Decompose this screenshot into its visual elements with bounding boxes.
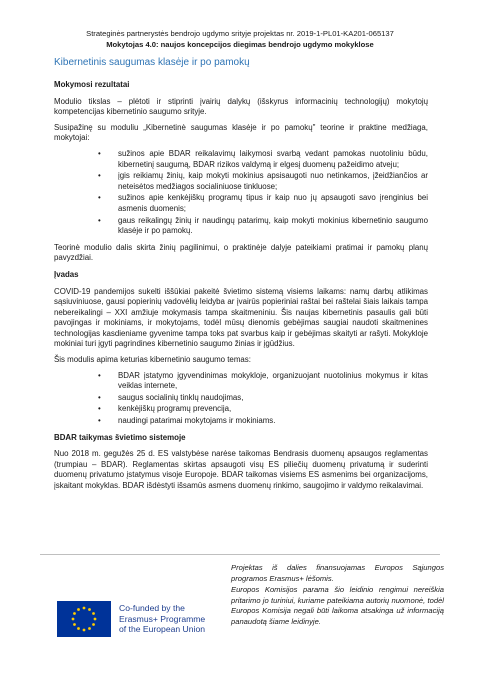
- flag-star: [73, 612, 76, 615]
- eu-text-line-3: of the European Union: [119, 624, 206, 635]
- flag-star: [72, 618, 75, 621]
- flag-star: [94, 618, 97, 621]
- header-project-line: Strateginės partnerystės bendrojo ugdymo srityje projektas nr. 2019-1-PL01-KA201-065137: [86, 29, 394, 38]
- funding-disclaimer: [231, 563, 444, 628]
- list-item: [54, 216, 428, 237]
- flag-star: [77, 608, 80, 611]
- list-item: [54, 404, 428, 415]
- bullet-icon: •: [98, 148, 101, 158]
- flag-background: [57, 601, 111, 637]
- intro-heading: Įvadas: [54, 269, 79, 279]
- module-title: Kibernetinis saugumas klasėje ir po pamokų: [54, 57, 250, 68]
- bullet-icon: •: [98, 404, 101, 414]
- flag-star: [92, 612, 95, 615]
- outcomes-paragraph-1: Modulio tikslas – plėtoti ir stiprinti įvairių dalykų (išskyrus informacinių technologijų) mokytojų kompetencijas kibernetinio saugumo srityje.: [54, 96, 428, 117]
- bullet-icon: •: [98, 193, 101, 203]
- list-item-text: naudingi patarimai mokytojams ir mokiniams.: [118, 416, 276, 426]
- bullet-icon: •: [98, 171, 101, 181]
- bullet-icon: •: [98, 370, 101, 380]
- list-item: [54, 193, 428, 214]
- eu-text-line-1: Co-funded by the: [119, 602, 185, 613]
- flag-star: [88, 627, 91, 630]
- disclaimer-paragraph-1: Projektas iš dalies finansuojamas Europos Sąjungos programos Erasmus+ lėšomis.: [231, 563, 444, 583]
- list-item-text: gaus reikalingų žinių ir naudingų patarimų, kaip mokyti mokinius kibernetinio saugumo klasėje ir po pamokų.: [118, 215, 428, 236]
- page-header: [40, 29, 440, 50]
- document-body: [54, 80, 428, 497]
- list-item-text: saugus socialinių tinklų naudojimas,: [118, 392, 244, 402]
- gdpr-paragraph-1: Nuo 2018 m. gegužės 25 d. ES valstybėse narėse taikomas Bendrasis duomenų apsaugos reglamentas (trumpiau – BDAR). Reglamentas skirtas apsaugoti visų ES piliečių duomenų privatumą ir suderinti duomenų privatumo įstatymus visoje Europoje. BDAR taikomas visiems ES asmenims bei organizacijoms, įskaitant mokyklas. BDAR išdėstyti išsamūs asmens duomenų rinkimo, saugojimo ir valdymo reikalavimai.: [54, 449, 428, 490]
- flag-star: [77, 627, 80, 630]
- header-title-line: Mokytojas 4.0: naujos koncepcijos diegimas bendrojo ugdymo mokyklose: [106, 39, 374, 49]
- list-item-text: BDAR įstatymo įgyvendinimas mokykloje, organizuojant nuotolinius mokymus ir kitas veiklas internete,: [118, 370, 428, 391]
- intro-paragraph-2: Šis modulis apima keturias kibernetinio saugumo temas:: [54, 355, 251, 365]
- bullet-icon: •: [98, 392, 101, 402]
- flag-star: [83, 629, 86, 632]
- eu-flag-icon: [57, 601, 111, 637]
- flag-star: [73, 623, 76, 626]
- flag-star: [83, 607, 86, 610]
- list-item-text: įgis reikiamų žinių, kaip mokyti mokinius apsisaugoti nuo netinkamos, įžeidžiančios ar neteisėtos medžiagos socialiniuose tinkluose;: [118, 171, 428, 191]
- flag-star: [88, 608, 91, 611]
- outcomes-paragraph-3: Teorinė modulio dalis skirta žinių pagilinimui, o praktinėje dalyje pateikiami pratimai ir pamokų planų pavyzdžiai.: [54, 242, 428, 263]
- topics-list: [54, 371, 428, 427]
- intro-paragraph-1: COVID-19 pandemijos sukelti iššūkiai pakeitė švietimo sistemą visiems laikams: namų darbų atlikimas sąsiuviniuose, gausi popierinių vadovėlių leidyba ar įvairūs popieriniai raštai bei raštelai šiais laikais tampa nebereikalingi – XXI amžiuje mokymasis tampa skaitmeniniu. Šis naujas kibernetinis pasaulis gali būti pavojingas ir mokiniams, ir mokytojams, todėl mūsų dienomis gebėjimas saugiai naudoti skaitmenines technologijas kasdieniame gyvenime tampa toks pat svarbus kaip ir gebėjimas skaityti ar rašyti. Mokykloje mokiniai turi įgyti pagrindines kibernetinio saugumo žinias ir įgūdžius.: [54, 286, 428, 349]
- list-item-text: sužinos apie kenkėjiškų programų tipus ir kaip nuo jų apsaugoti savo įrenginius bei asmenis duomenis;: [118, 193, 428, 213]
- flag-star: [92, 623, 95, 626]
- list-item: [54, 371, 428, 392]
- list-item-text: sužinos apie BDAR reikalavimų laikymosi svarbą vedant pamokas nuotoliniu būdu, kibernetinį saugumą, BDAR rizikos valdymą ir elgesį duomenų pažeidimo atveju;: [118, 148, 428, 169]
- list-item: [54, 171, 428, 192]
- gdpr-heading: BDAR taikymas švietimo sistemoje: [54, 432, 186, 442]
- eu-funding-logo: [57, 601, 205, 637]
- outcomes-paragraph-2: Susipažinę su moduliu „Kibernetinė saugumas klasėje ir po pamokų" teorine ir praktine medžiaga, mokytojai:: [54, 122, 428, 143]
- footer-divider: [40, 554, 440, 555]
- disclaimer-paragraph-2: Europos Komisijos parama šio leidinio rengimui nereiškia pritarimo jo turiniui, kuriame pateikiama autorių nuomonė, todėl Europos Komisija negali būti laikoma atsakinga už informaciją panaudotą šiame leidinyje.: [231, 585, 444, 626]
- eu-text-line-2: Erasmus+ Programme: [119, 613, 206, 624]
- list-item-text: kenkėjiškų programų prevencija,: [118, 404, 232, 414]
- outcomes-heading: Mokymosi rezultatai: [54, 80, 130, 89]
- outcomes-list: [54, 149, 428, 237]
- bullet-icon: •: [98, 416, 101, 426]
- eu-funding-text: [119, 603, 205, 635]
- list-item: [54, 149, 428, 170]
- bullet-icon: •: [98, 215, 101, 225]
- list-item: [54, 416, 428, 427]
- list-item: [54, 393, 428, 404]
